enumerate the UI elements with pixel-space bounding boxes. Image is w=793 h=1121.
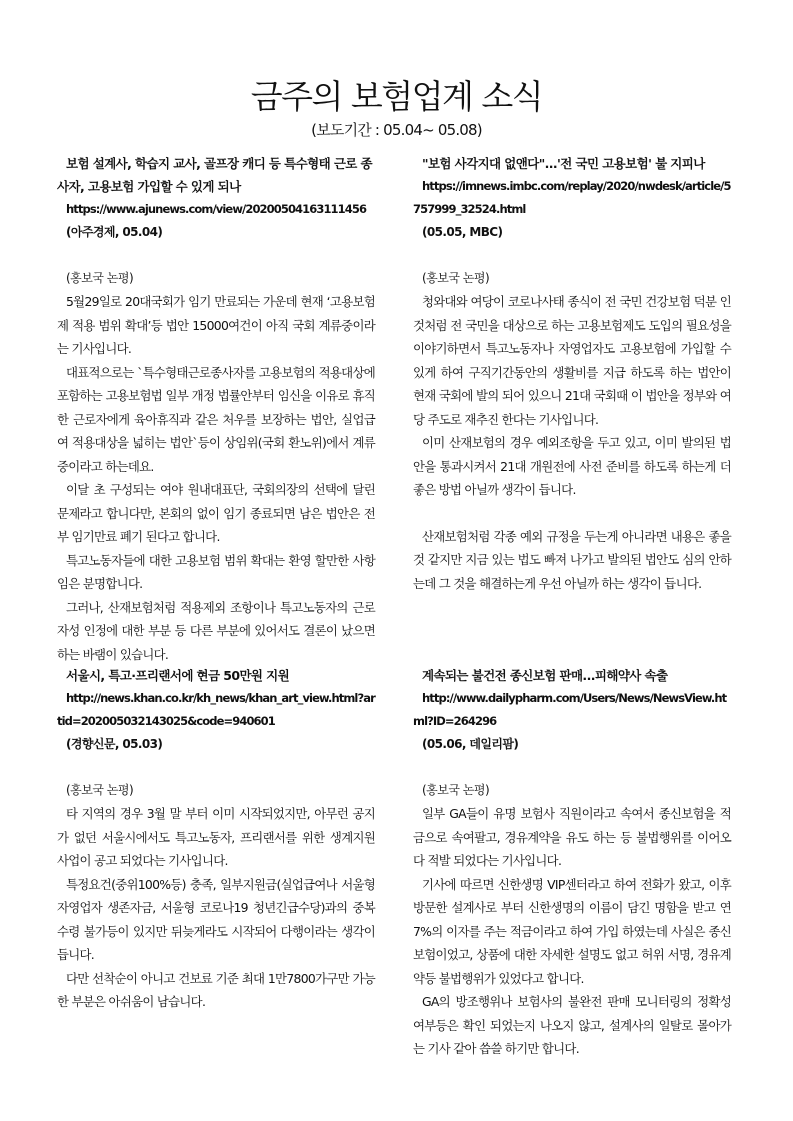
review-paragraph: 다만 선착순이 아니고 건보료 기준 최대 1만7800가구만 가능한 부분은 아쉬움이 남습니다. xyxy=(57,970,375,1009)
article-headline: 서울시, 특고·프리랜서에 현금 50만원 지원 xyxy=(66,668,290,683)
review-label: (홍보국 논평) xyxy=(66,271,134,285)
article-source: (경향신문, 05.03) xyxy=(66,737,163,751)
report-period: (보도기간 : 05.04~ 05.08) xyxy=(311,121,482,139)
review-paragraph: 타 지역의 경우 3월 말 부터 이미 시작되었지만, 아무런 공지가 없던 서울시에서도 특고노동자, 프리랜서를 위한 생계지원 사업이 공고 되었다는 기사입니다. xyxy=(57,806,375,868)
article-headline: "보험 사각지대 없앤다"...'전 국민 고용보험' 불 지피나 xyxy=(422,156,705,171)
review-paragraph: 이달 초 구성되는 여야 원내대표단, 국회의장의 선택에 달린 문제라고 합니다만, 본회의 없이 임기 종료되면 남은 법안은 전부 임기만료 폐기 된다고 합니다. xyxy=(57,482,375,544)
article-url-link[interactable]: http://www.dailypharm.com/Users/News/NewsView.html?ID=264296 xyxy=(413,691,727,728)
review-paragraph: 특고노동자들에 대한 고용보험 범위 확대는 환영 할만한 사항임은 분명합니다. xyxy=(57,552,375,591)
article-1 xyxy=(57,152,375,666)
article-2 xyxy=(413,152,731,595)
review-paragraph: 그러나, 산재보험처럼 적용제외 조항이나 특고노동자의 근로자성 인정에 대한 부분 등 다른 부분에 있어서도 결론이 났으면 하는 바램이 있습니다. xyxy=(57,599,375,662)
article-4 xyxy=(413,664,731,1061)
review-paragraph: 특정요건(중위100%등) 충족, 일부지원금(실업급여나 서울형 자영업자 생존자금, 서울형 코로나19 청년긴급수당)과의 중복 수령 불가등이 있지만 뒤늦게라도 시작되어 다행이라는 생각이 듭니다. xyxy=(57,876,375,962)
review-paragraph: 산재보험처럼 각종 예외 규정을 두는게 아니라면 내용은 좋을 것 같지만 지금 있는 법도 빠져 나가고 발의된 법안도 심의 안하는데 그 것을 해결하는게 우선 아닐까 하는 생각이 듭니다. xyxy=(413,528,731,591)
article-url-link[interactable]: https://www.ajunews.com/view/20200504163111456 xyxy=(66,202,367,216)
article-source: (05.06, 데일리팜) xyxy=(422,737,519,751)
article-headline: 보험 설계사, 학습지 교사, 골프장 캐디 등 특수형태 근로 종사자, 고용보험 가입할 수 있게 되나 xyxy=(57,156,372,194)
article-url-link[interactable]: https://imnews.imbc.com/replay/2020/nwdesk/article/5757999_32524.html xyxy=(413,179,731,216)
review-paragraph: 일부 GA들이 유명 보험사 직원이라고 속여서 종신보험을 적금으로 속여팔고, 경유계약을 유도 하는 등 불법행위를 이어오다 적발 되었다는 기사입니다. xyxy=(413,806,731,868)
article-headline: 계속되는 불건전 종신보험 판매...피해약사 속출 xyxy=(422,668,668,683)
review-paragraph: GA의 방조행위나 보험사의 불완전 판매 모니터링의 정확성 여부등은 확인 되었는지 나오지 않고, 설계사의 일탈로 몰아가는 기사 같아 씁쓸 하기만 합니다. xyxy=(413,994,731,1056)
review-paragraph: 대표적으로는 `특수형태근로종사자를 고용보험의 적용대상에 포함하는 고용보험법 일부 개정 법률안부터 임신을 이유로 휴직한 근로자에게 육아휴직과 같은 처우를 보장하는 법안, 실업급여 적용대상을 넓히는 법안`등이 상임위(국회 환노위)에서 계류중이라고 하는데요. xyxy=(57,364,375,474)
review-paragraph: 기사에 따르면 신한생명 VIP센터라고 하여 전화가 왔고, 이후 방문한 설계사로 부터 신한생명의 이름이 담긴 명함을 받고 연 7%의 이자를 주는 적금이라고 하여 가입 하였는데 사실은 종신보험이었고, 상품에 대한 자세한 설명도 없고 허위 서명, 경유계약등 불법행위가 있었다고 합니다. xyxy=(413,876,731,986)
paragraph-gap xyxy=(413,502,731,525)
review-paragraph: 청와대와 여당이 코로나사태 종식이 전 국민 건강보험 덕분 인 것처럼 전 국민을 대상으로 하는 고용보험제도 도입의 필요성을 이야기하면서 특고노동자나 자영업자도 고용보험에 가입할 수 있게 하여 구직기간동안의 생활비를 지급 하도록 하는 법안이 현재 국회에 발의 되어 있으니 21대 국회때 이 법안을 정부와 여당 주도로 재추진 한다는 기사입니다. xyxy=(413,294,731,427)
review-paragraph: 5월29일로 20대국회가 임기 만료되는 가운데 현재 ‘고용보험제 적용 범위 확대’등 법안 15000여건이 아직 국회 계류중이라는 기사입니다. xyxy=(57,294,375,356)
review-label: (홍보국 논평) xyxy=(422,271,490,285)
article-source: (아주경제, 05.04) xyxy=(66,225,163,239)
article-url-link[interactable]: http://news.khan.co.kr/kh_news/khan_art_view.html?artid=202005032143025&code=940601 xyxy=(57,691,375,728)
review-label: (홍보국 논평) xyxy=(66,783,134,797)
article-source: (05.05, MBC) xyxy=(422,225,503,239)
review-label: (홍보국 논평) xyxy=(422,783,490,797)
page-title: 금주의 보험업계 소식 xyxy=(250,77,543,116)
review-paragraph: 이미 산재보험의 경우 예외조항을 두고 있고, 이미 발의된 법안을 통과시켜서 21대 개원전에 사전 준비를 하도록 하는게 더 좋은 방법 아닐까 생각이 듭니다. xyxy=(413,435,731,497)
article-3 xyxy=(57,664,375,1014)
